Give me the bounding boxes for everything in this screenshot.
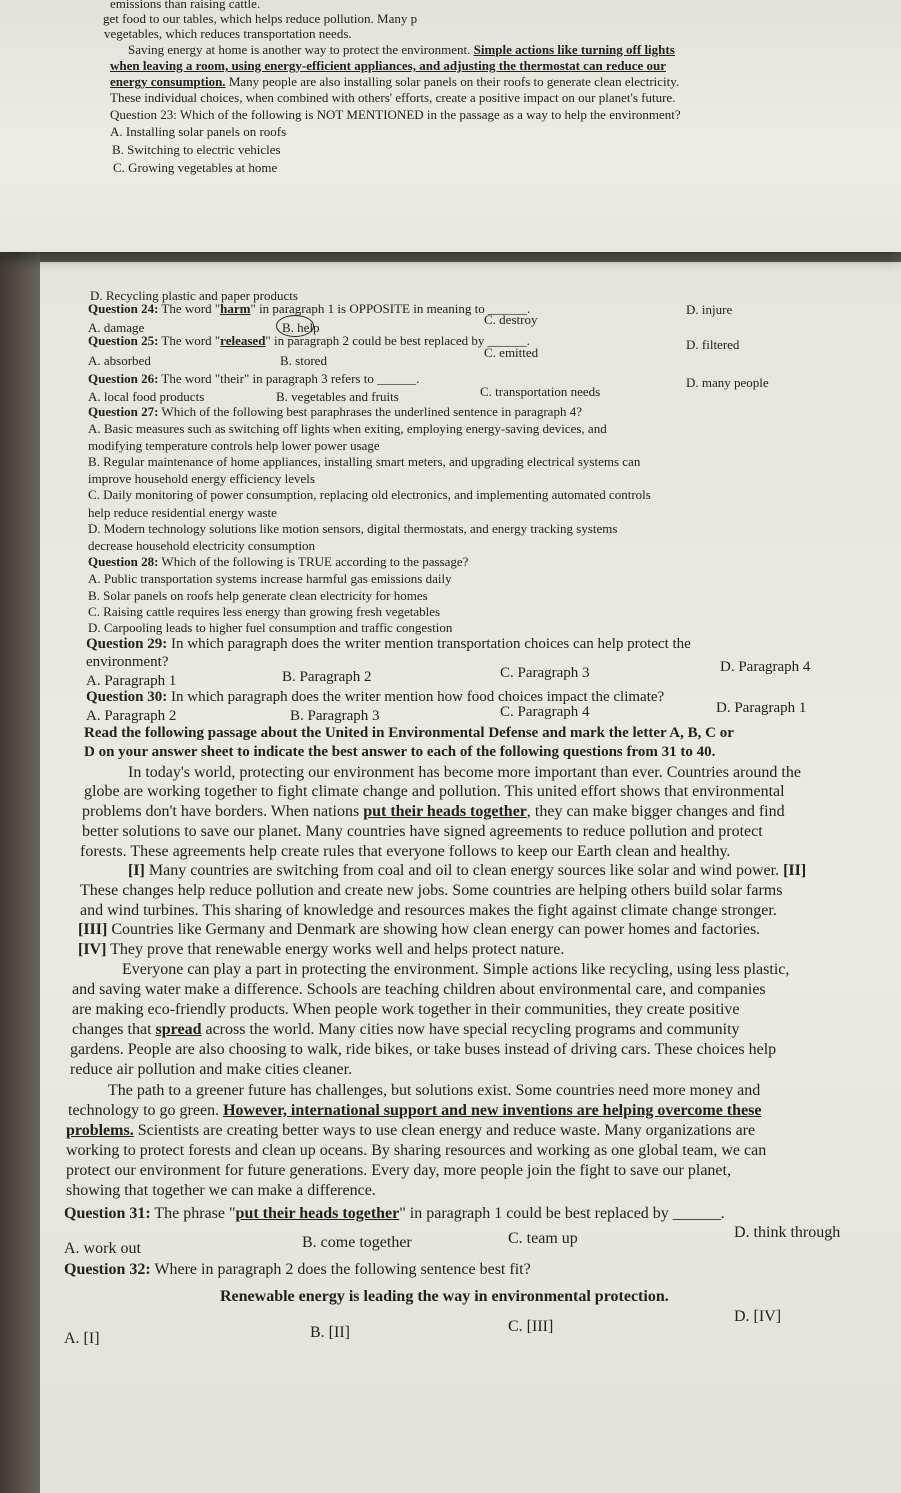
- q27-option-b-cont: improve household energy efficiency levels: [88, 471, 315, 486]
- question-26: Question 26: The word "their" in paragraph 3 refers to ______.: [88, 371, 420, 386]
- question-29: Question 29: In which paragraph does the writer mention transportation choices can help protect the: [86, 636, 691, 652]
- q24-option-d: D. injure: [686, 302, 733, 317]
- passage-line: problems. Scientists are creating better ways to use clean energy and reduce waste. Many organizations are: [66, 1122, 756, 1139]
- q29-option-b: B. Paragraph 2: [282, 669, 372, 685]
- q27-option-d: D. Modern technology solutions like motion sensors, digital thermostats, and energy tracking systems: [88, 521, 618, 536]
- q23-option-d: D. Recycling plastic and paper products: [90, 288, 298, 303]
- top-page: [0, 0, 901, 252]
- passage-line: and saving water make a difference. Schools are teaching children about environmental care, and companies: [72, 981, 766, 998]
- q32-options: [64, 1308, 884, 1347]
- bottom-page: [40, 262, 901, 1493]
- passage-line: technology to go green. However, international support and new inventions are helping overcome these: [68, 1102, 762, 1119]
- q32-option-c: C. [III]: [508, 1318, 554, 1335]
- passage-line: are making eco-friendly products. When people work together in their communities, they create positive: [72, 1001, 740, 1018]
- q25-option-a: A. absorbed: [88, 353, 151, 368]
- instruction-line: Read the following passage about the United in Environmental Defense and mark the letter A, B, C or: [84, 725, 734, 741]
- text-line: emissions than raising cattle.: [110, 0, 261, 11]
- passage-line: protect our environment for future generations. Every day, more people join the fight to save our planet,: [66, 1162, 731, 1179]
- question-32: Question 32: Where in paragraph 2 does the following sentence best fit?: [64, 1261, 531, 1278]
- q31-option-b: B. come together: [302, 1234, 412, 1251]
- text-line: vegetables, which reduces transportation needs.: [104, 26, 352, 41]
- question-27: Question 27: Which of the following best paraphrases the underlined sentence in paragraph 4?: [88, 404, 582, 419]
- q25-option-c: C. emitted: [484, 345, 539, 360]
- text-line: Saving energy at home is another way to protect the environment. Simple actions like turning off lights: [128, 42, 675, 57]
- q23-option-c: C. Growing vegetables at home: [113, 160, 278, 175]
- q26-option-b: B. vegetables and fruits: [276, 389, 399, 404]
- passage-line: globe are working together to fight climate change and pollution. This united effort shows that environmental: [84, 783, 785, 800]
- q26-option-a: A. local food products: [88, 389, 205, 404]
- q28-option-a: A. Public transportation systems increase harmful gas emissions daily: [88, 571, 452, 586]
- q27-option-d-cont: decrease household electricity consumption: [88, 538, 316, 553]
- q27-option-a-cont: modifying temperature controls help lower power usage: [88, 438, 380, 453]
- q27-option-b: B. Regular maintenance of home appliances, installing smart meters, and upgrading electrical systems can: [88, 454, 641, 469]
- passage-line: These changes help reduce pollution and create new jobs. Some countries are helping others build solar farms: [80, 882, 783, 899]
- passage-line: problems don't have borders. When nations put their heads together, they can make bigger changes and find: [82, 803, 785, 820]
- q27-option-a: A. Basic measures such as switching off lights when exiting, employing energy-saving devices, and: [88, 421, 607, 436]
- q23-option-b: B. Switching to electric vehicles: [112, 142, 281, 157]
- passage-line: reduce air pollution and make cities cleaner.: [70, 1061, 353, 1078]
- passage-line: In today's world, protecting our environment has become more important than ever. Countries around the: [128, 764, 801, 781]
- q31-options: [64, 1224, 884, 1257]
- question-28: Question 28: Which of the following is TRUE according to the passage?: [88, 554, 469, 569]
- q25-option-d: D. filtered: [686, 337, 740, 352]
- q29-option-a: A. Paragraph 1: [86, 673, 177, 689]
- q26-option-d: D. many people: [686, 375, 769, 390]
- question-23: Question 23: Which of the following is NOT MENTIONED in the passage as a way to help the environment?: [110, 107, 681, 122]
- question-24: Question 24: The word "harm" in paragraph 1 is OPPOSITE in meaning to ______.: [88, 301, 531, 316]
- passage-line: working to protect forests and clean up oceans. By sharing resources and working as one global team, we can: [66, 1142, 767, 1159]
- text-line: when leaving a room, using energy-efficient appliances, and adjusting the thermostat can reduce our: [110, 58, 666, 73]
- instruction-line: D on your answer sheet to indicate the best answer to each of the following questions from 31 to 40.: [84, 744, 716, 760]
- passage-line: showing that together we can make a difference.: [66, 1182, 376, 1199]
- passage-line: [I] Many countries are switching from coal and oil to clean energy sources like solar and wind power. [II]: [128, 862, 807, 879]
- passage-line: The path to a greener future has challenges, but solutions exist. Some countries need more money and: [108, 1082, 761, 1099]
- text-line: energy consumption. Many people are also installing solar panels on their roofs to generate clean electricity.: [110, 74, 680, 89]
- q24-option-b: B. help: [282, 320, 320, 335]
- passage-line: forests. These agreements help create rules that everyone follows to keep our Earth clean and healthy.: [80, 843, 731, 860]
- passage-line: gardens. People are also choosing to walk, ride bikes, or take buses instead of driving cars. These choices help: [70, 1041, 777, 1058]
- q31-option-a: A. work out: [64, 1240, 141, 1257]
- q32-option-b: B. [II]: [310, 1324, 350, 1341]
- q31-option-d: D. think through: [734, 1224, 841, 1241]
- q24-option-a: A. damage: [88, 320, 145, 335]
- q28-option-c: C. Raising cattle requires less energy than growing fresh vegetables: [88, 604, 441, 619]
- q30-option-b: B. Paragraph 3: [290, 708, 380, 724]
- q30-options: [86, 700, 886, 726]
- text-line: These individual choices, when combined with others' efforts, create a positive impact on our planet's future.: [110, 90, 676, 105]
- q30-option-a: A. Paragraph 2: [86, 708, 177, 724]
- question-25: Question 25: The word "released" in paragraph 2 could be best replaced by ______.: [88, 333, 530, 348]
- q24-option-c: C. destroy: [484, 312, 538, 327]
- q27-option-c-cont: help reduce residential energy waste: [88, 505, 277, 520]
- q30-option-c: C. Paragraph 4: [500, 704, 590, 720]
- q28-option-b: B. Solar panels on roofs help generate clean electricity for homes: [88, 588, 428, 603]
- q31-option-c: C. team up: [508, 1230, 578, 1247]
- q25-option-b: B. stored: [280, 353, 327, 368]
- q28-option-d: D. Carpooling leads to higher fuel consumption and traffic congestion: [88, 620, 453, 635]
- passage-line: better solutions to save our planet. Many countries have signed agreements to reduce pollution and protect: [82, 823, 763, 840]
- passage-line: [IV] They prove that renewable energy works well and helps protect nature.: [78, 941, 565, 958]
- background-edge: [0, 252, 40, 1493]
- text-line: get food to our tables, which helps reduce pollution. Many p: [103, 11, 418, 26]
- q32-sentence: Renewable energy is leading the way in environmental protection.: [220, 1288, 669, 1305]
- q23-option-a: A. Installing solar panels on roofs: [110, 124, 287, 139]
- q26-option-c: C. transportation needs: [480, 384, 601, 399]
- question-31: Question 31: The phrase "put their heads together" in paragraph 1 could be best replaced by ______.: [64, 1205, 725, 1222]
- passage-line: [III] Countries like Germany and Denmark are showing how clean energy can power homes and factories.: [78, 921, 761, 938]
- q32-option-a: A. [I]: [64, 1330, 100, 1347]
- passage-line: Everyone can play a part in protecting the environment. Simple actions like recycling, using less plastic,: [122, 961, 790, 978]
- q29-option-c: C. Paragraph 3: [500, 665, 590, 681]
- question-29-cont: environment?: [86, 654, 169, 670]
- question-30: Question 30: In which paragraph does the writer mention how food choices impact the climate?: [86, 689, 665, 705]
- q30-option-d: D. Paragraph 1: [716, 700, 807, 716]
- passage-line: changes that spread across the world. Many cities now have special recycling programs and community: [72, 1021, 740, 1038]
- q27-option-c: C. Daily monitoring of power consumption, replacing old electronics, and implementing automated controls: [88, 487, 651, 502]
- q29-option-d: D. Paragraph 4: [720, 659, 811, 675]
- q32-option-d: D. [IV]: [734, 1308, 782, 1325]
- passage-line: and wind turbines. This sharing of knowledge and resources makes the fight against climate change stronger.: [80, 902, 777, 919]
